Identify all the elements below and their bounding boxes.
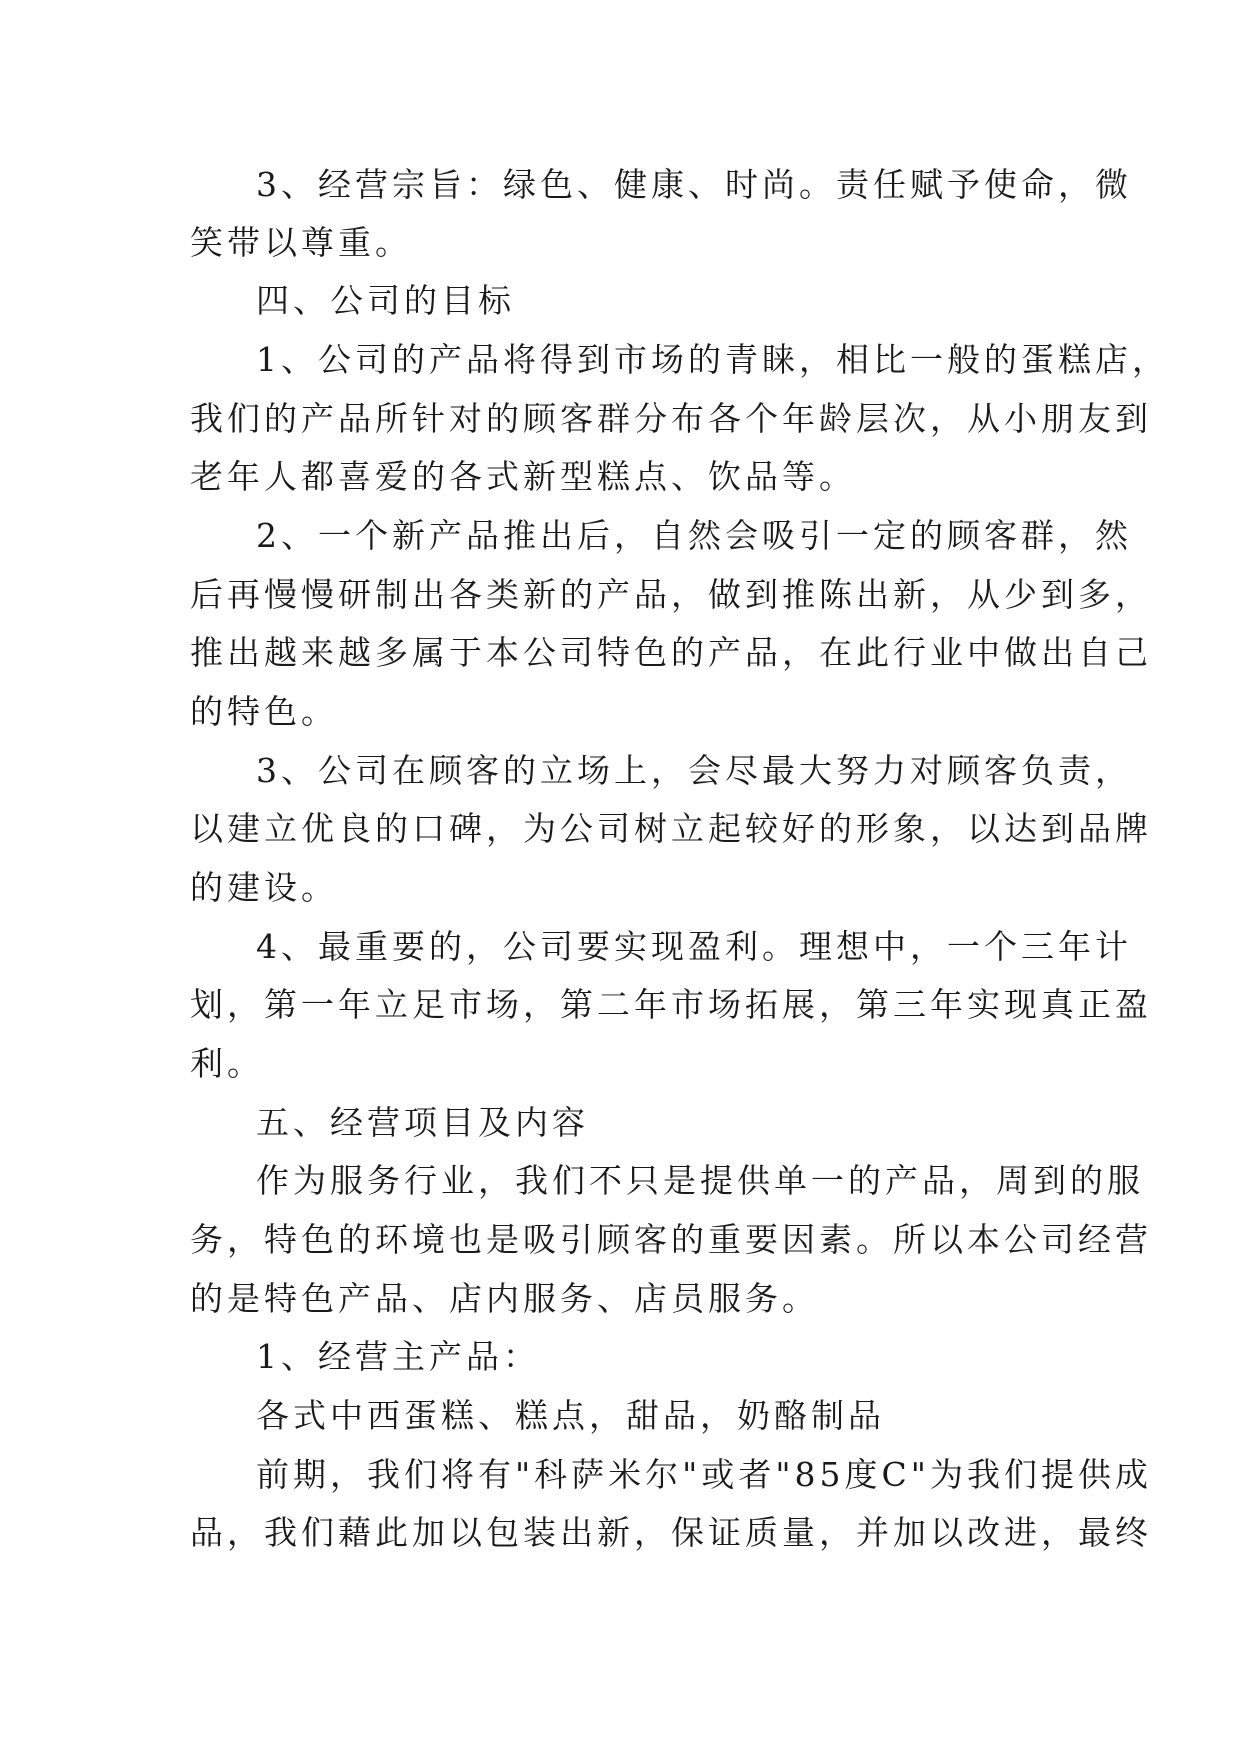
section-heading: 四、公司的目标 <box>256 281 515 320</box>
text-line: 3、公司在顾客的立场上，会尽最大努力对顾客负责， <box>256 751 1132 790</box>
text-line: 利。 <box>190 1044 264 1083</box>
text-line: 品，我们藉此加以包装出新，保证质量，并加以改进，最终 <box>190 1513 1152 1552</box>
text-line: 划，第一年立足市场，第二年市场拓展，第三年实现真正盈 <box>190 985 1152 1024</box>
text-line: 1、经营主产品： <box>256 1337 540 1376</box>
text-line: 务，特色的环境也是吸引顾客的重要因素。所以本公司经营 <box>190 1220 1152 1259</box>
text-line: 以建立优良的口碑，为公司树立起较好的形象，以达到品牌 <box>190 809 1152 848</box>
section-heading: 五、经营项目及内容 <box>256 1103 589 1142</box>
text-line: 1、公司的产品将得到市场的青睐，相比一般的蛋糕店， <box>256 340 1169 379</box>
text-line: 推出越来越多属于本公司特色的产品，在此行业中做出自己 <box>190 633 1152 672</box>
text-line: 前期，我们将有"科萨米尔"或者"85度C"为我们提供成 <box>256 1455 1152 1494</box>
text-line: 各式中西蛋糕、糕点，甜品，奶酪制品 <box>256 1396 885 1435</box>
text-line: 后再慢慢研制出各类新的产品，做到推陈出新，从少到多， <box>190 575 1152 614</box>
text-line: 的建设。 <box>190 868 338 907</box>
text-line: 老年人都喜爱的各式新型糕点、饮品等。 <box>190 457 856 496</box>
text-line: 的是特色产品、店内服务、店员服务。 <box>190 1279 819 1318</box>
text-line: 笑带以尊重。 <box>190 223 412 262</box>
text-line: 我们的产品所针对的顾客群分布各个年龄层次，从小朋友到 <box>190 399 1152 438</box>
text-line: 4、最重要的，公司要实现盈利。理想中，一个三年计 <box>256 927 1132 966</box>
text-line: 作为服务行业，我们不只是提供单一的产品，周到的服 <box>256 1161 1144 1200</box>
text-line: 3、经营宗旨：绿色、健康、时尚。责任赋予使命，微 <box>256 165 1132 204</box>
text-line: 的特色。 <box>190 692 338 731</box>
text-line: 2、一个新产品推出后，自然会吸引一定的顾客群，然 <box>256 516 1132 555</box>
